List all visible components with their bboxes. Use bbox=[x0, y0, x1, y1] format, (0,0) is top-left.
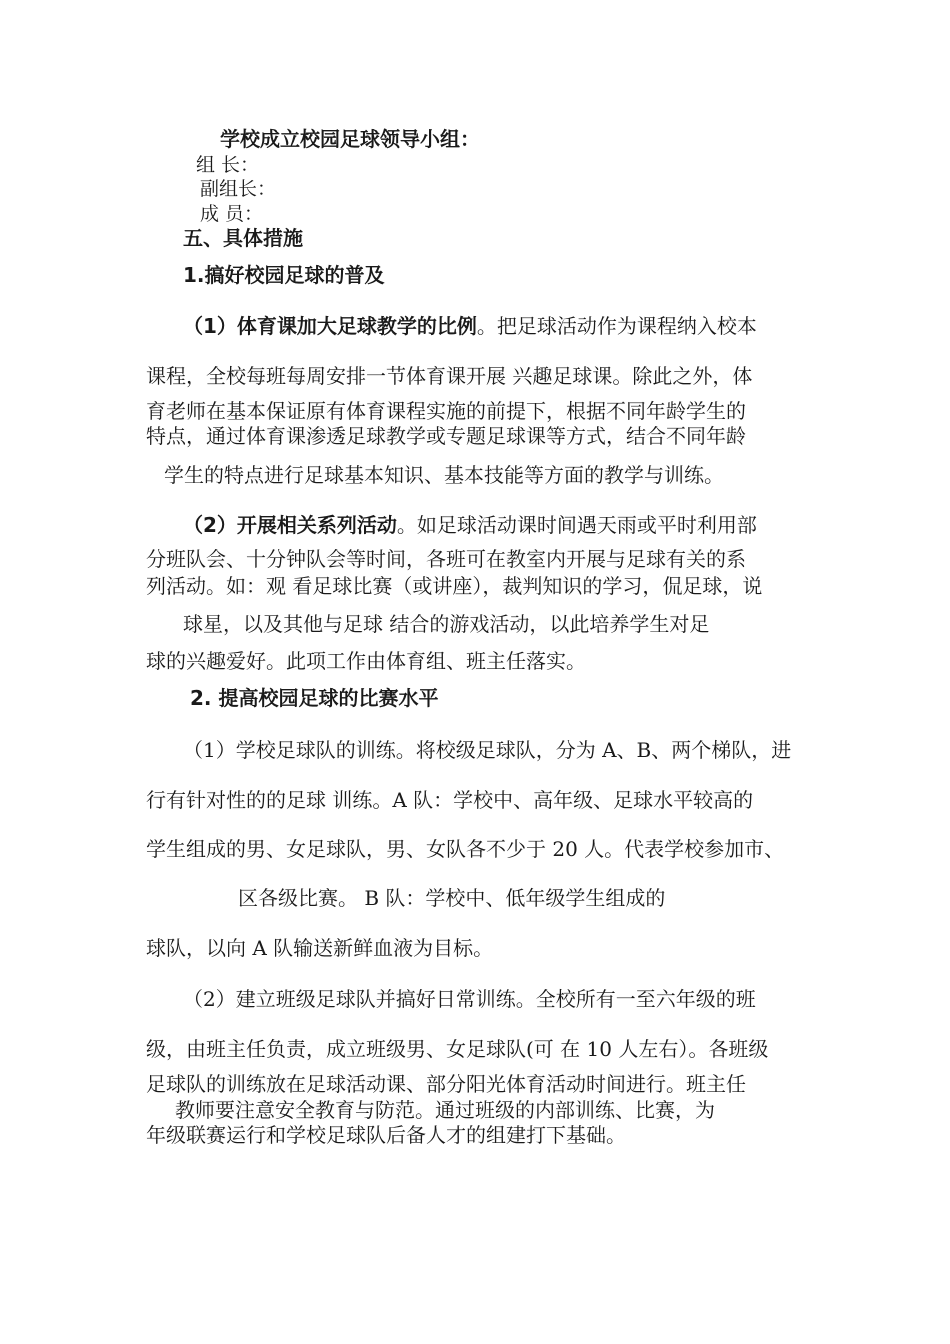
paragraph-lead-bold: （1）体育课加大足球教学的比例 bbox=[183, 314, 477, 338]
subsection-heading-1: 1.搞好校园足球的普及 bbox=[183, 263, 385, 287]
paragraph-line: 分班队会、十分钟队会等时间，各班可在教室内开展与足球有关的系 bbox=[146, 547, 746, 571]
paragraph-line: 学生的特点进行足球基本知识、基本技能等方面的教学与训练。 bbox=[164, 463, 724, 487]
paragraph-lead-rest: 。把足球活动作为课程纳入校本 bbox=[476, 314, 757, 338]
paragraph-line: 足球队的训练放在足球活动课、部分阳光体育活动时间进行。班主任 bbox=[146, 1072, 746, 1096]
leader-label: 组 长： bbox=[196, 154, 260, 176]
paragraph-line: 学生组成的男、女足球队，男、女队各不少于 20 人。代表学校参加市、 bbox=[146, 837, 785, 861]
paragraph-lead-bold: （2）开展相关系列活动 bbox=[183, 513, 397, 537]
paragraph-lead-rest: 。如足球活动课时间遇天雨或平时利用部 bbox=[396, 513, 757, 537]
vice-leader-label: 副组长： bbox=[200, 178, 277, 200]
paragraph-line: 球星，以及其他与足球 结合的游戏活动，以此培养学生对足 bbox=[183, 612, 710, 636]
paragraph-line bbox=[183, 512, 757, 538]
paragraph-line: 球的兴趣爱好。此项工作由体育组、班主任落实。 bbox=[146, 649, 586, 673]
paragraph-line: 特点，通过体育课渗透足球教学或专题足球课等方式，结合不同年龄 bbox=[146, 424, 746, 448]
paragraph-line bbox=[183, 313, 757, 339]
paragraph-line: 教师要注意安全教育与防范。通过班级的内部训练、比赛，为 bbox=[175, 1098, 715, 1122]
subsection-heading-2: 2. 提高校园足球的比赛水平 bbox=[190, 686, 439, 710]
paragraph-line: 课程，全校每班每周安排一节体育课开展 兴趣足球课。除此之外，体 bbox=[146, 364, 753, 388]
paragraph-line: 列活动。如：观 看足球比赛（或讲座），裁判知识的学习，侃足球，说 bbox=[146, 574, 763, 598]
paragraph-line: 行有针对性的的足球 训练。A 队：学校中、高年级、足球水平较高的 bbox=[146, 788, 754, 812]
paragraph-line: 育老师在基本保证原有体育课程实施的前提下，根据不同年龄学生的 bbox=[146, 399, 746, 423]
paragraph-line: 级，由班主任负责，成立班级男、女足球队(可 在 10 人左右）。各班级 bbox=[146, 1037, 769, 1061]
paragraph-line: （1）学校足球队的训练。将校级足球队，分为 A、B、两个梯队，进 bbox=[183, 738, 792, 762]
paragraph-line: 区各级比赛。 B 队：学校中、低年级学生组成的 bbox=[238, 886, 666, 910]
paragraph-line: 年级联赛运行和学校足球队后备人才的组建打下基础。 bbox=[146, 1123, 626, 1147]
paragraph-line: 球队，以向 A 队输送新鲜血液为目标。 bbox=[146, 936, 494, 960]
paragraph-line: （2）建立班级足球队并搞好日常训练。全校所有一至六年级的班 bbox=[183, 987, 756, 1011]
section-heading: 五、具体措施 bbox=[183, 226, 303, 250]
leadership-title: 学校成立校园足球领导小组： bbox=[220, 127, 480, 151]
members-label: 成 员： bbox=[200, 203, 264, 225]
